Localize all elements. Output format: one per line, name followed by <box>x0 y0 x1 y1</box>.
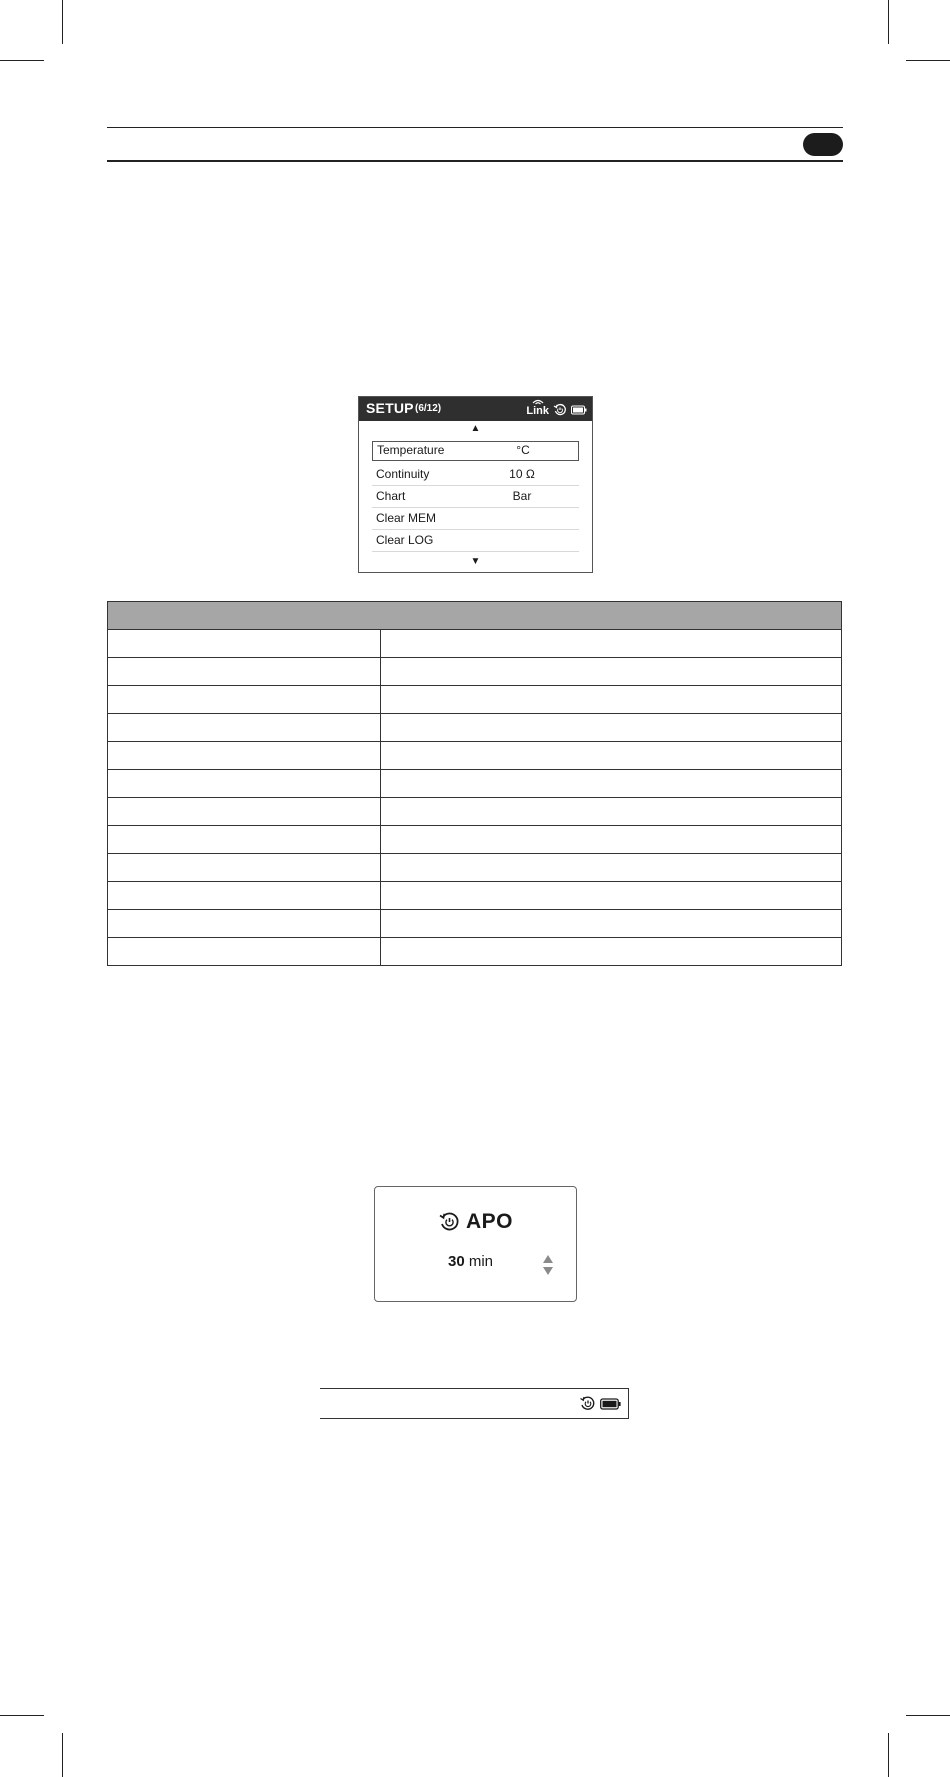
wifi-icon <box>531 397 545 405</box>
crop-mark <box>0 1715 44 1716</box>
setup-row-clear-mem[interactable] <box>372 508 579 530</box>
setup-title: SETUP <box>366 400 414 416</box>
table-cell <box>381 742 842 770</box>
battery-icon <box>571 405 587 415</box>
setup-menu-list <box>372 441 579 552</box>
setup-row-value: 10 Ω <box>509 467 535 481</box>
table-row <box>108 798 842 826</box>
table-row <box>108 854 842 882</box>
setup-title-bar <box>359 397 592 421</box>
link-indicator <box>526 401 549 419</box>
table-cell <box>381 854 842 882</box>
scroll-down-arrow[interactable]: ▼ <box>470 556 481 567</box>
table-row <box>108 742 842 770</box>
apo-time <box>448 1253 493 1270</box>
table-cell <box>108 798 381 826</box>
table-row <box>108 938 842 966</box>
table-cell <box>381 938 842 966</box>
table-cell <box>381 910 842 938</box>
table-cell <box>108 882 381 910</box>
up-down-spinner-icon[interactable] <box>542 1253 554 1277</box>
setup-row-value: Bar <box>512 489 532 503</box>
table-cell <box>381 658 842 686</box>
status-icons <box>579 1395 621 1412</box>
crop-mark <box>888 0 889 44</box>
setup-row-temperature[interactable] <box>372 441 579 461</box>
table-cell <box>108 854 381 882</box>
header-rule-bottom <box>107 160 843 162</box>
table-cell <box>381 686 842 714</box>
apo-screen <box>374 1186 577 1302</box>
table-cell <box>381 770 842 798</box>
setup-row-clear-log[interactable] <box>372 530 579 552</box>
table-cell <box>108 658 381 686</box>
setup-row-label: Chart <box>376 489 406 503</box>
setup-status-icons <box>526 401 587 419</box>
crop-mark <box>906 1715 950 1716</box>
table-row <box>108 882 842 910</box>
table-cell <box>108 686 381 714</box>
apo-time-value: 30 <box>448 1253 465 1270</box>
table-row <box>108 910 842 938</box>
header-rule-top <box>107 127 843 128</box>
table-cell <box>108 826 381 854</box>
setup-row-label: Continuity <box>376 467 430 481</box>
table-row <box>108 714 842 742</box>
scroll-up-arrow[interactable]: ▲ <box>470 423 481 434</box>
setup-row-label: Temperature <box>377 443 445 457</box>
apo-power-icon <box>553 403 567 417</box>
settings-table <box>107 601 842 966</box>
setup-row-value: °C <box>516 443 530 457</box>
table-cell <box>381 714 842 742</box>
table-row <box>108 658 842 686</box>
table-row <box>108 686 842 714</box>
crop-mark <box>906 60 950 61</box>
table-cell <box>108 742 381 770</box>
table-row <box>108 630 842 658</box>
setup-row-label: Clear LOG <box>376 533 434 547</box>
setup-row-continuity[interactable] <box>372 464 579 486</box>
table-row <box>108 770 842 798</box>
table-cell <box>108 910 381 938</box>
crop-mark <box>888 1733 889 1777</box>
table-cell <box>381 798 842 826</box>
apo-power-icon <box>438 1211 460 1233</box>
setup-page-indicator: (6/12) <box>415 403 442 414</box>
setup-screen <box>358 396 593 573</box>
apo-time-unit: min <box>468 1253 494 1270</box>
language-tab <box>803 133 843 156</box>
table-cell <box>381 630 842 658</box>
table-cell <box>108 630 381 658</box>
table-header <box>108 602 842 630</box>
setup-row-label: Clear MEM <box>376 511 437 525</box>
table-cell <box>381 826 842 854</box>
table-cell <box>381 882 842 910</box>
setup-row-chart[interactable] <box>372 486 579 508</box>
crop-mark <box>62 1733 63 1777</box>
apo-power-icon <box>579 1395 596 1412</box>
table-cell <box>108 938 381 966</box>
crop-mark <box>62 0 63 44</box>
link-label: Link <box>526 405 549 417</box>
battery-icon <box>600 1398 621 1410</box>
apo-title: APO <box>465 1210 513 1233</box>
table-cell <box>108 714 381 742</box>
table-cell <box>108 770 381 798</box>
status-bar-strip <box>320 1388 629 1419</box>
crop-mark <box>0 60 44 61</box>
apo-title-row <box>375 1210 576 1234</box>
table-row <box>108 826 842 854</box>
